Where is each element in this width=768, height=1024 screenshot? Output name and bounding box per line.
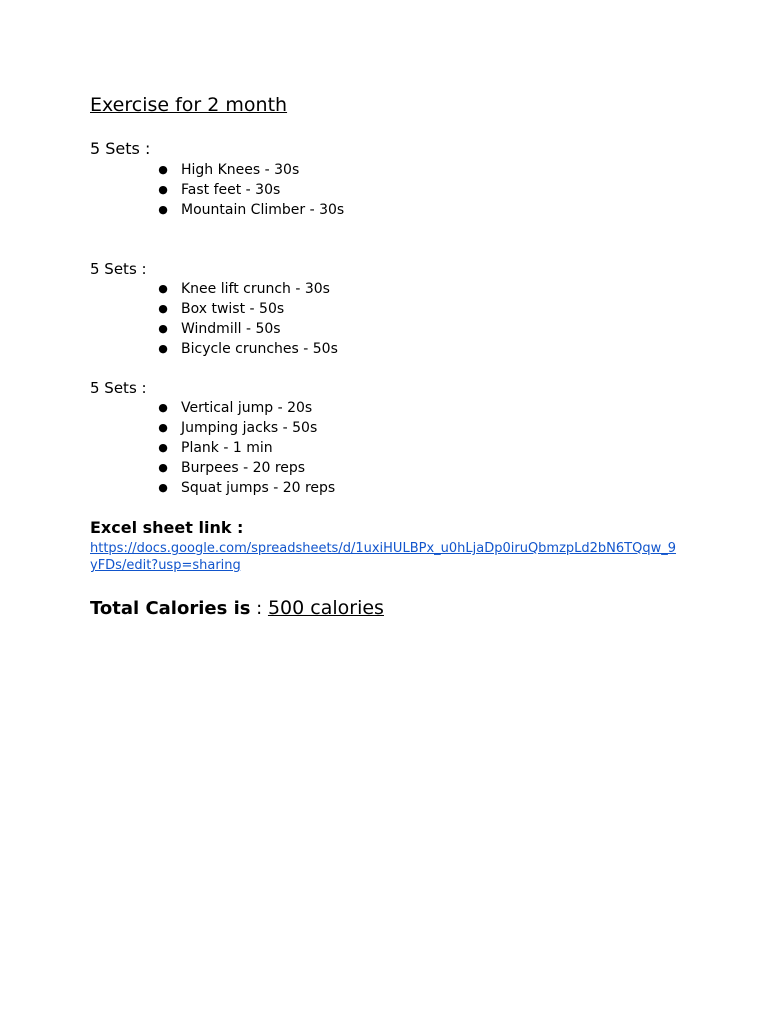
exercise-label: Box twist - 50s [181, 301, 285, 317]
bullet-icon: ● [158, 282, 168, 295]
bullet-icon: ● [158, 302, 168, 315]
exercise-label: Burpees - 20 reps [181, 460, 306, 476]
list-item [158, 319, 338, 339]
exercise-list-group-3 [158, 398, 335, 498]
bullet-icon: ● [158, 461, 168, 474]
list-item [158, 458, 335, 478]
list-item [158, 279, 338, 299]
exercise-list-group-1 [158, 160, 344, 220]
list-item [158, 478, 335, 498]
sets-label-group-3: 5 Sets : [90, 379, 147, 397]
bullet-icon: ● [158, 322, 168, 335]
bullet-icon: ● [158, 421, 168, 434]
sets-label-group-1: 5 Sets : [90, 139, 151, 158]
bullet-icon: ● [158, 401, 168, 414]
exercise-label: Fast feet - 30s [181, 182, 281, 198]
exercise-label: Jumping jacks - 50s [181, 420, 318, 436]
excel-link-heading: Excel sheet link : [90, 518, 244, 537]
exercise-label: High Knees - 30s [181, 162, 300, 178]
total-calories [90, 596, 384, 621]
exercise-label: Windmill - 50s [181, 321, 281, 337]
list-item [158, 418, 335, 438]
exercise-label: Bicycle crunches - 50s [181, 341, 338, 357]
list-item [158, 438, 335, 458]
exercise-label: Squat jumps - 20 reps [181, 480, 336, 496]
list-item [158, 180, 344, 200]
calories-separator: : [250, 598, 268, 619]
bullet-icon: ● [158, 163, 168, 176]
bullet-icon: ● [158, 441, 168, 454]
list-item [158, 398, 335, 418]
list-item [158, 200, 344, 220]
bullet-icon: ● [158, 481, 168, 494]
list-item [158, 339, 338, 359]
bullet-icon: ● [158, 203, 168, 216]
list-item [158, 160, 344, 180]
exercise-label: Mountain Climber - 30s [181, 202, 345, 218]
bullet-icon: ● [158, 183, 168, 196]
exercise-label: Plank - 1 min [181, 440, 273, 456]
document-title: Exercise for 2 month [90, 94, 288, 116]
exercise-label: Vertical jump - 20s [181, 400, 313, 416]
excel-sheet-link[interactable]: https://docs.google.com/spreadsheets/d/1uxiHULBPx_u0hLjaDp0iruQbmzpLd2bN6TQqw_9yFDs/edit?usp=sharing [90, 541, 677, 573]
list-item [158, 299, 338, 319]
calories-value: 500 calories [267, 597, 384, 619]
calories-label: Total Calories is [90, 598, 251, 619]
bullet-icon: ● [158, 342, 168, 355]
exercise-label: Knee lift crunch - 30s [181, 281, 330, 297]
exercise-list-group-2 [158, 279, 338, 359]
sets-label-group-2: 5 Sets : [90, 260, 147, 278]
